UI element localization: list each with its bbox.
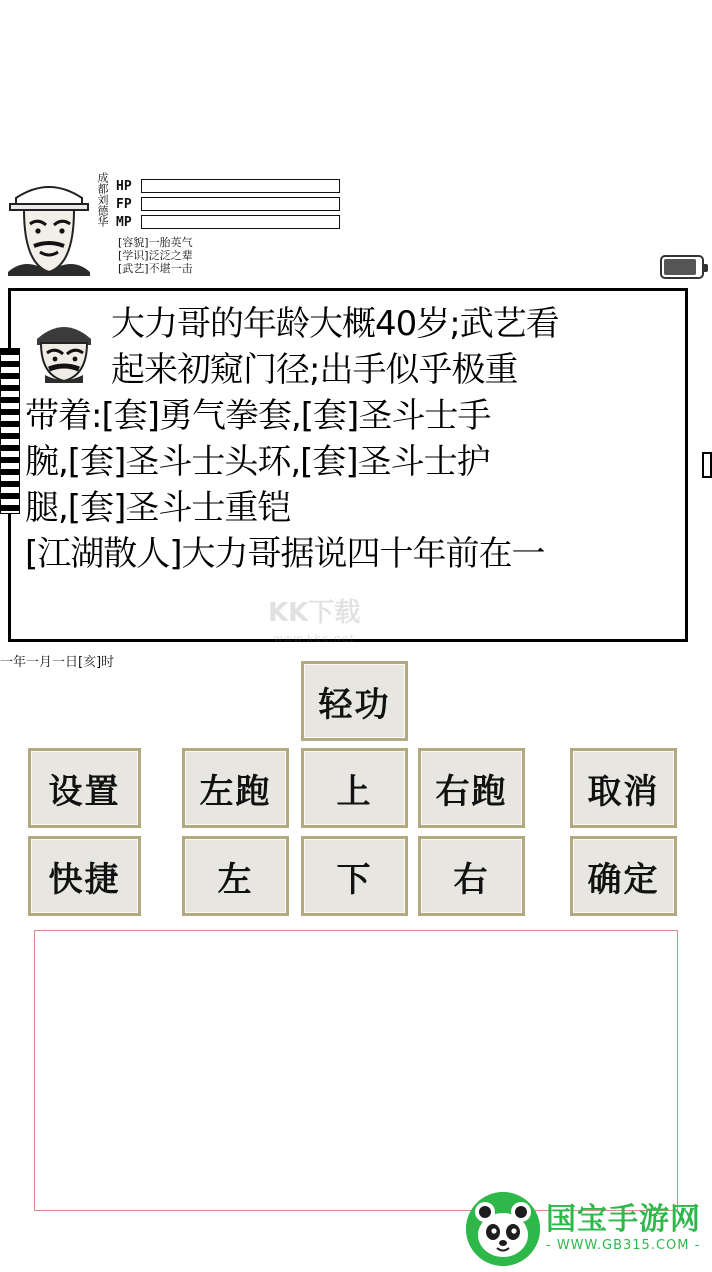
battery-icon xyxy=(660,255,704,279)
site-watermark-title: 国宝手游网 xyxy=(546,1202,701,1237)
site-watermark-subtitle: - WWW.GB315.COM - xyxy=(546,1238,701,1253)
button-confirm[interactable]: 确定 xyxy=(570,836,677,916)
log-box[interactable] xyxy=(34,930,678,1211)
button-settings[interactable]: 设置 xyxy=(28,748,141,828)
game-date: 一年一月一日[亥]时 xyxy=(0,655,115,670)
message-panel[interactable] xyxy=(8,288,688,642)
message-line: 带着:[套]勇气拳套,[套]圣斗士手 xyxy=(25,396,491,436)
message-line: 腕,[套]圣斗士头环,[套]圣斗士护 xyxy=(25,442,490,482)
message-content xyxy=(25,301,675,635)
attribute-martial: [武艺]不堪一击 xyxy=(118,262,193,275)
button-qinggong[interactable]: 轻功 xyxy=(301,661,408,741)
player-portrait xyxy=(6,168,92,276)
ladder-strip xyxy=(0,348,20,514)
button-up[interactable]: 上 xyxy=(301,748,408,828)
status-hud xyxy=(0,160,712,285)
hp-bar-label: HP xyxy=(116,179,132,194)
message-line: [江湖散人]大力哥据说四十年前在一 xyxy=(25,534,545,574)
panel-handle[interactable] xyxy=(702,452,712,478)
site-watermark xyxy=(466,1186,712,1272)
npc-portrait-icon xyxy=(25,305,103,383)
button-shortcut[interactable]: 快捷 xyxy=(28,836,141,916)
battery-fill xyxy=(664,259,696,275)
site-watermark-text xyxy=(546,1203,701,1255)
center-watermark-sub: www.kkx.net xyxy=(273,632,355,645)
button-run-left[interactable]: 左跑 xyxy=(182,748,289,828)
button-left[interactable]: 左 xyxy=(182,836,289,916)
mp-bar-track xyxy=(141,215,340,229)
location-label: 成都刘德华 xyxy=(96,172,109,227)
panda-icon xyxy=(466,1192,540,1266)
button-run-right[interactable]: 右跑 xyxy=(418,748,525,828)
center-watermark-title: KK下载 xyxy=(268,598,361,628)
attribute-appearance: [容貌]一胎英气 xyxy=(118,236,193,249)
attribute-knowledge: [学识]泛泛之辈 xyxy=(118,249,193,262)
button-down[interactable]: 下 xyxy=(301,836,408,916)
button-right[interactable]: 右 xyxy=(418,836,525,916)
message-line: 起来初窥门径;出手似乎极重 xyxy=(111,350,518,390)
mp-bar-label: MP xyxy=(116,215,132,230)
message-line: 腿,[套]圣斗士重铠 xyxy=(25,488,291,528)
button-cancel[interactable]: 取消 xyxy=(570,748,677,828)
hp-bar-track xyxy=(141,179,340,193)
fp-bar-track xyxy=(141,197,340,211)
message-line: 大力哥的年龄大概40岁;武艺看 xyxy=(111,304,559,344)
fp-bar-label: FP xyxy=(116,197,132,212)
